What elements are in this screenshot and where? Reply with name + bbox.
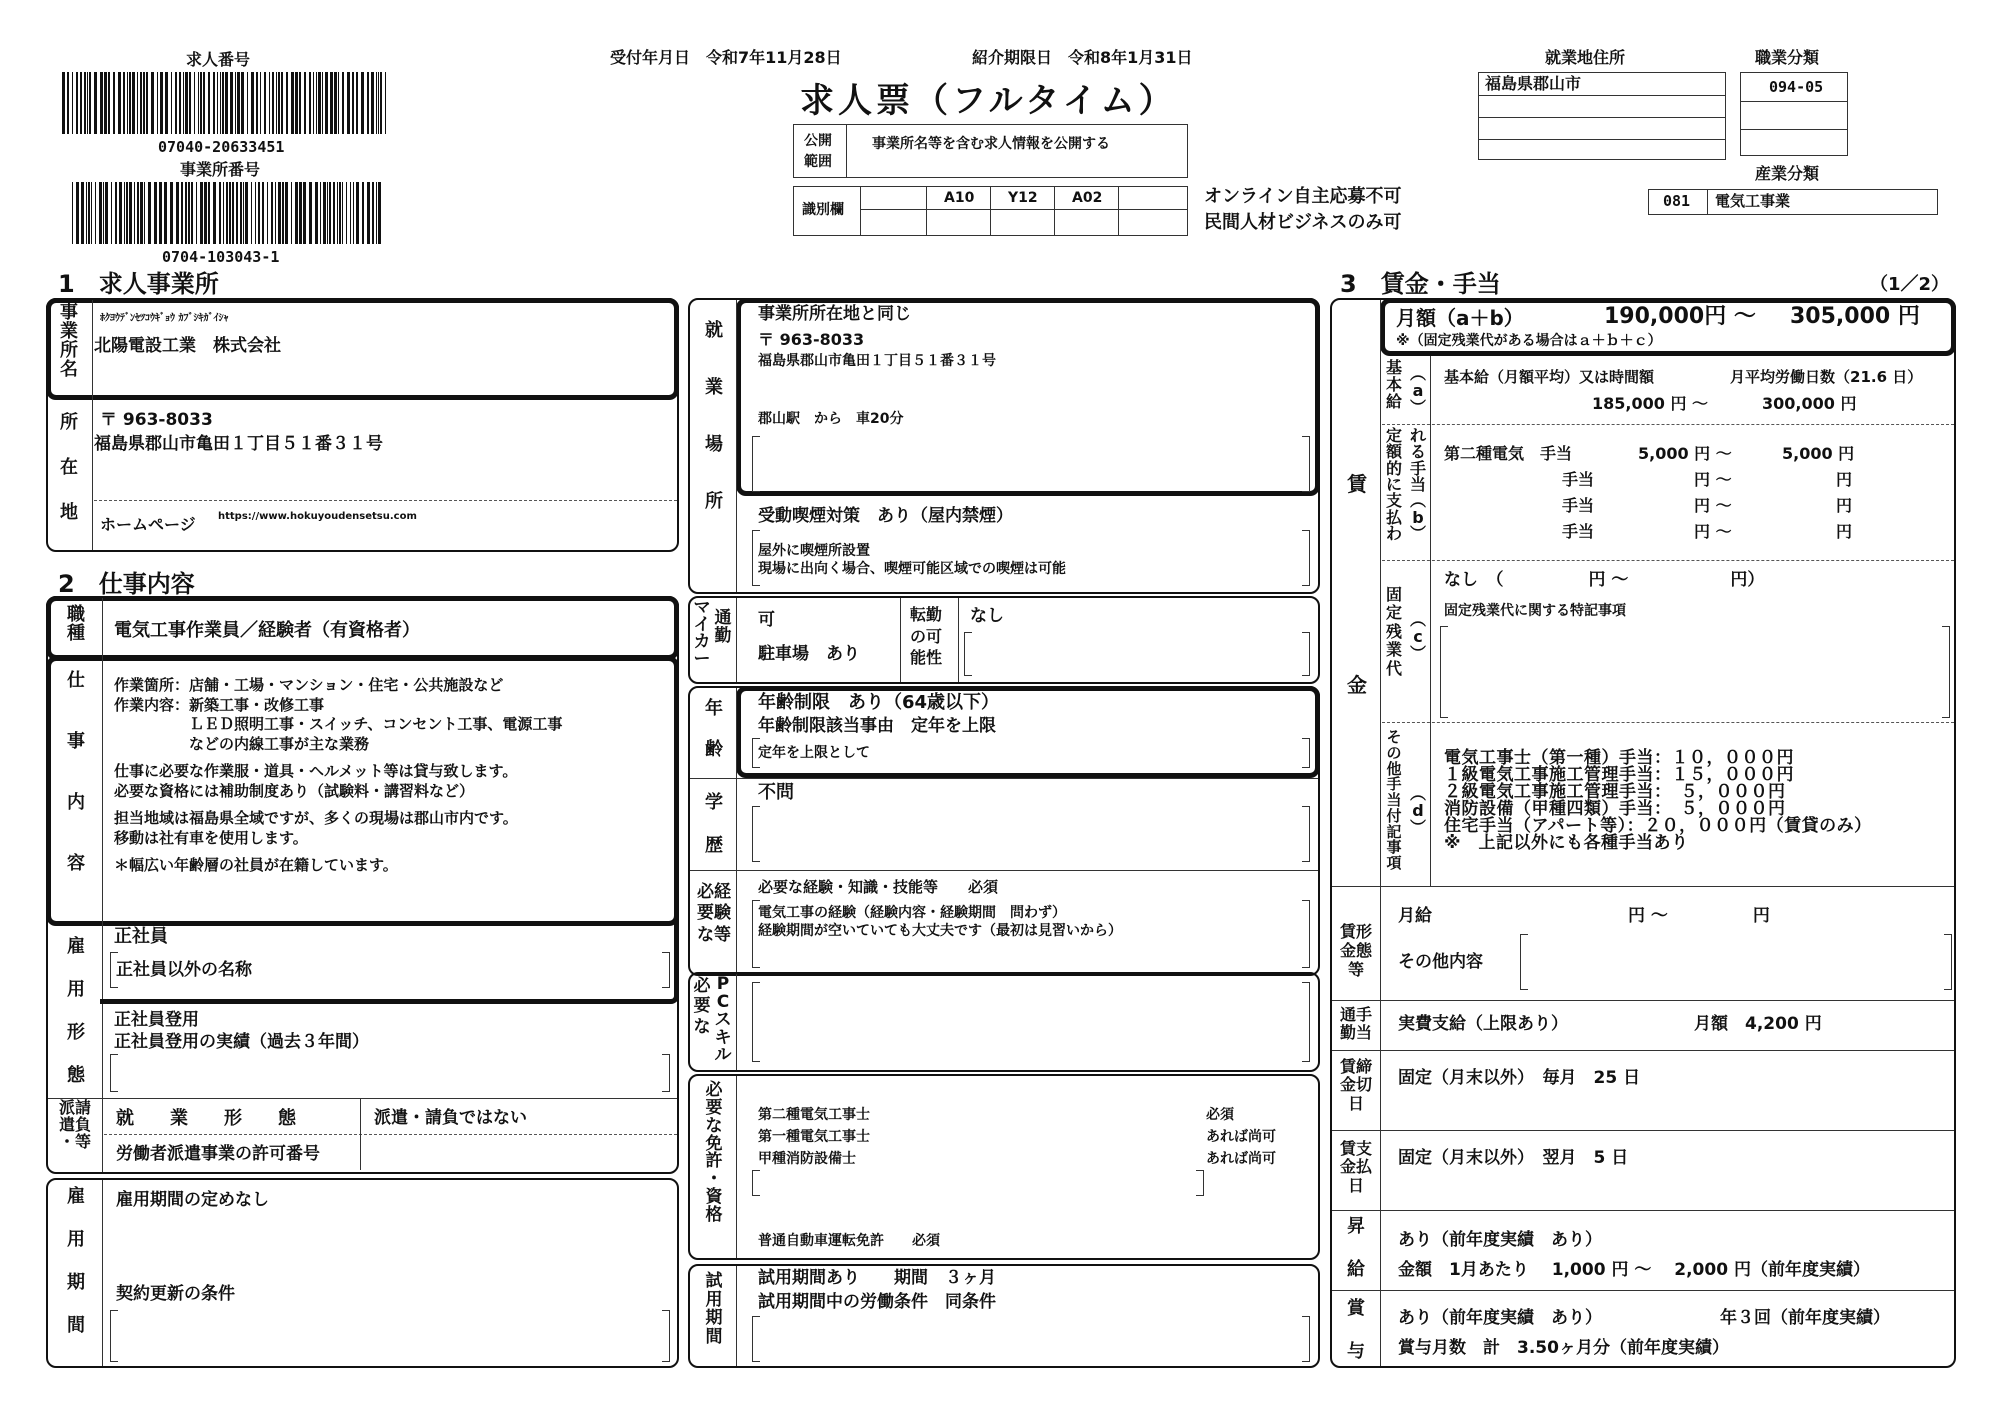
- job-content-line: 必要な資格には補助制度あり（試験料・講習料など）: [114, 781, 475, 800]
- work-address-label: 就業地住所: [1545, 48, 1626, 67]
- commute-amount: 月額 4,200 円: [1694, 1014, 1822, 1034]
- industry-label: 産業分類: [1755, 164, 1820, 183]
- trial-label: 試 用 期 間: [705, 1271, 723, 1348]
- job-class-box: [1740, 72, 1848, 156]
- work-days: 月平均労働日数（21.6 日）: [1730, 368, 1923, 386]
- employment-label: 雇 用 形 態: [67, 936, 85, 1086]
- homepage-url[interactable]: https://www.hokuyoudensetsu.com: [218, 511, 417, 522]
- allowance-name: 第二種電気 手当: [1444, 444, 1573, 463]
- wage-payday: 固定（月末以外） 翌月 5 日: [1398, 1148, 1629, 1168]
- commute-allowance: 実費支給（上限あり）: [1398, 1014, 1568, 1034]
- raise-label: 昇 給: [1347, 1216, 1365, 1280]
- allowance-min: 円 〜: [1694, 470, 1732, 489]
- regular-promotion-record: 正社員登用の実績（過去３年間）: [114, 1032, 369, 1052]
- employer-address: 福島県郡山市亀田１丁目５１番３１号: [94, 434, 383, 454]
- job-content-text: [114, 676, 562, 876]
- age-note: 定年を上限として: [758, 745, 870, 761]
- job-class-label: 職業分類: [1755, 48, 1820, 67]
- workplace-address: 福島県郡山市亀田１丁目５１番３１号: [758, 353, 996, 369]
- employer-kana: ﾎｸﾖｳﾃﾞﾝｾﾂｺｳｷﾞｮｳ ｶﾌﾞｼｷｶﾞｲｼｬ: [100, 313, 229, 324]
- disclosure-value: 事業所名等を含む求人情報を公開する: [872, 136, 1110, 152]
- id-code: A10: [944, 190, 975, 206]
- id-box: [793, 186, 1188, 236]
- allowance-min: 円 〜: [1694, 522, 1732, 541]
- bonus-months: 賞与月数 計 3.50ヶ月分（前年度実績）: [1398, 1338, 1729, 1358]
- license-name: 甲種消防設備士: [758, 1151, 856, 1167]
- job-content-line: 担当地域は福島県全域ですが、多くの現場は郡山市内です。: [114, 809, 518, 827]
- id-code: A02: [1072, 190, 1103, 206]
- allowance-max: 円: [1836, 496, 1853, 515]
- job-content-line: 作業内容：新築工事・改修工事: [114, 695, 325, 714]
- pc-label-2: P C ス キ ル: [714, 974, 732, 1066]
- car-box: [688, 596, 1320, 684]
- address-label: 所 在 地: [60, 412, 78, 523]
- job-content-line: 仕事に必要な作業服・道具・ヘルメット等は貸与致します。: [114, 762, 518, 780]
- industry-box: [1648, 189, 1938, 215]
- monthly-note: ※（固定残業代がある場合はａ＋ｂ＋ｃ）: [1396, 333, 1662, 349]
- allowance-name: 手当: [1562, 470, 1595, 489]
- employer-name-label: 事 業 所 名: [60, 302, 78, 380]
- page-number: （1／2）: [1870, 274, 1950, 295]
- industry-code: 081: [1663, 192, 1691, 210]
- wage-form-monthly: 月給: [1398, 906, 1432, 926]
- other-allowance-label-2: ︵ d ︶: [1409, 784, 1426, 837]
- fixed-allowance-label: 定 額 的 に 支 払 わ: [1385, 426, 1402, 543]
- base-pay-min: 185,000 円 〜: [1592, 394, 1709, 413]
- raise: あり（前年度実績 あり）: [1398, 1230, 1602, 1250]
- smoking-note1: 屋外に喫煙所設置: [758, 543, 870, 559]
- reception-date: 受付年月日 令和7年11月28日: [610, 48, 842, 67]
- raise-amount: 金額 1月あたり 1,000 円 〜 2,000 円（前年度実績）: [1398, 1260, 1870, 1280]
- job-number-barcode: [62, 72, 392, 134]
- other-allowance-text: [1444, 750, 1872, 852]
- age-reason: 年齢制限該当事由 定年を上限: [758, 716, 996, 736]
- work-address-box: [1478, 72, 1726, 160]
- transfer: なし: [970, 606, 1004, 626]
- other-allowance-label: そ の 他 手 当 付 記 事 項: [1386, 728, 1402, 872]
- trial-period: 試用期間あり 期間 ３ヶ月: [758, 1268, 996, 1288]
- license-name: 第一種電気工事士: [758, 1129, 870, 1145]
- dispatch-permit-label: 労働者派遣事業の許可番号: [116, 1144, 320, 1164]
- bonus-times: 年３回（前年度実績）: [1720, 1308, 1890, 1328]
- overtime-label: 固 定 残 業 代: [1385, 585, 1402, 678]
- experience-label: 必経 要験 な等: [697, 882, 731, 945]
- work-form-label: 就 業 形 態: [116, 1108, 296, 1129]
- employment-type: 正社員: [114, 926, 168, 947]
- smoking-policy: 受動喫煙対策 あり（屋内禁煙）: [758, 506, 1013, 526]
- job-content-line: ＬＥＤ照明工事・スイッチ、コンセント工事、電源工事: [114, 715, 563, 733]
- fixed-overtime: なし （ 円 〜 円）: [1444, 570, 1765, 590]
- job-class: 094-05: [1769, 78, 1824, 96]
- car-commute: 可: [758, 610, 775, 630]
- pc-label: 必 要 な: [693, 976, 711, 1037]
- job-content-line: [114, 754, 562, 762]
- job-content-line: [114, 848, 562, 856]
- homepage-label: ホームページ: [100, 515, 196, 534]
- referral-deadline: 紹介期限日 令和8年1月31日: [972, 48, 1193, 67]
- work-form: 派遣・請負ではない: [374, 1108, 527, 1128]
- overtime-label-2: ︵ c ︶: [1409, 610, 1426, 663]
- job-content-line: などの内線工事が主な業務: [114, 734, 370, 753]
- wage-cutoff: 固定（月末以外） 毎月 25 日: [1398, 1068, 1641, 1088]
- education: 不問: [758, 782, 794, 803]
- base-pay-label-2: ︵ a ︶: [1409, 364, 1426, 417]
- office-number-barcode: [72, 182, 382, 244]
- age-limit: 年齢制限 あり（64歳以下）: [758, 692, 1000, 713]
- work-address: 福島県郡山市: [1485, 74, 1582, 93]
- wage-form-range: 円 〜 円: [1628, 906, 1770, 926]
- education-label: 学 歴: [705, 792, 723, 856]
- workplace-access: 郡山駅 から 車20分: [758, 411, 904, 427]
- experience-1: 電気工事の経験（経験内容・経験期間 問わず）: [758, 905, 1066, 921]
- private-note: 民間人材ビジネスのみ可: [1204, 212, 1402, 233]
- commute-label: 通手 勤当: [1339, 1005, 1372, 1043]
- allowance-max: 円: [1836, 470, 1853, 489]
- workplace-postal: 〒 963-8033: [758, 330, 865, 349]
- license-req: あれば尚可: [1206, 1129, 1276, 1145]
- license-req: あれば尚可: [1206, 1151, 1276, 1167]
- industry-name: 電気工事業: [1715, 192, 1791, 210]
- allowance-max: 円: [1836, 522, 1853, 541]
- experience-head: 必要な経験・知識・技能等 必須: [758, 878, 999, 896]
- job-content-line: 作業箇所：店舗・工場・マンション・住宅・公共施設など: [114, 676, 504, 694]
- car-label-2: 通 勤: [714, 608, 732, 646]
- other-allowance-line: 住宅手当（アパート等）：２０，０００円（賃貸のみ）: [1444, 816, 1872, 836]
- period-label: 雇 用 期 間: [67, 1186, 85, 1336]
- age-label: 年 齢: [705, 698, 723, 760]
- license-req: 必須: [1206, 1107, 1234, 1123]
- monthly-min: 190,000円 〜: [1604, 304, 1756, 329]
- other-allowance-line: １級電気工事施工管理手当：１５，０００円: [1444, 765, 1794, 785]
- workplace-label: 就 業 場 所: [705, 320, 723, 512]
- disclosure-label: 公開範囲: [804, 133, 832, 170]
- allowance-min: 5,000 円 〜: [1638, 444, 1732, 463]
- license-name: 第二種電気工事士: [758, 1107, 870, 1123]
- disclosure-box: [793, 124, 1188, 178]
- cutoff-label: 賃締 金切 日: [1339, 1057, 1372, 1113]
- smoking-note2: 現場に出向く場合、喫煙可能区域での喫煙は可能: [758, 561, 1066, 577]
- base-pay-label: 基 本 給: [1385, 358, 1402, 411]
- postal-code: 〒 963-8033: [100, 410, 213, 430]
- monthly-max: 305,000 円: [1790, 304, 1920, 329]
- occupation-label: 職 種: [67, 604, 85, 644]
- job-number: 07040-20633451: [158, 138, 285, 156]
- other-name-label: 正社員以外の名称: [116, 960, 252, 980]
- wage-form-label: 賃形 金態 等: [1339, 922, 1372, 980]
- workplace-same: 事業所所在地と同じ: [758, 304, 911, 324]
- office-number: 0704-103043-1: [162, 248, 280, 266]
- allowance-name: 手当: [1562, 522, 1595, 541]
- section2-title: 2 仕事内容: [58, 570, 195, 598]
- overtime-note-label: 固定残業代に関する特記事項: [1444, 603, 1626, 619]
- driver-license: 普通自動車運転免許 必須: [758, 1233, 940, 1249]
- base-pay-head: 基本給（月額平均）又は時間額: [1444, 368, 1655, 386]
- allowance-name: 手当: [1562, 496, 1595, 515]
- section1-title: 1 求人事業所: [58, 270, 219, 298]
- other-allowance-line: 電気工事士（第一種）手当：１０，０００円: [1444, 748, 1794, 768]
- employment-period: 雇用期間の定めなし: [116, 1190, 269, 1210]
- other-allowance-line: ２級電気工事施工管理手当： ５，０００円: [1444, 782, 1786, 802]
- other-allowance-line: ※ 上記以外にも各種手当あり: [1444, 833, 1689, 853]
- trial-conditions: 試用期間中の労働条件 同条件: [758, 1292, 996, 1312]
- id-label: 識別欄: [802, 202, 844, 218]
- office-number-label: 事業所番号: [180, 160, 261, 179]
- parking: 駐車場 あり: [758, 644, 860, 664]
- occupation: 電気工事作業員／経験者（有資格者）: [114, 620, 420, 641]
- payday-label: 賃支 金払 日: [1339, 1139, 1372, 1195]
- dispatch-label: 派請 遣負 ・等: [58, 1098, 91, 1151]
- renewal-conditions: 契約更新の条件: [116, 1284, 235, 1304]
- workplace-highlight: [736, 298, 1320, 496]
- content-label: 仕 事 内 容: [67, 670, 85, 874]
- experience-2: 経験期間が空いていても大丈夫です（最初は見習いから）: [758, 923, 1122, 939]
- section3-title: 3 賃金・手当: [1340, 270, 1501, 298]
- allowance-min: 円 〜: [1694, 496, 1732, 515]
- page-title: 求人票（フルタイム）: [800, 81, 1177, 121]
- pc-box: [688, 972, 1320, 1072]
- job-content-line: [114, 801, 562, 809]
- online-note: オンライン自主応募不可: [1204, 186, 1402, 207]
- base-pay-max: 300,000 円: [1762, 394, 1857, 413]
- job-content-line: 移動は社有車を使用します。: [114, 828, 308, 847]
- fixed-allowance-label-2: れ る 手 当 ︵ b ︶: [1409, 426, 1426, 543]
- job-content-line: ＊幅広い年齢層の社員が在籍しています。: [114, 856, 398, 874]
- other-allowance-line: 消防設備（甲種四類）手当： ５，０００円: [1444, 799, 1786, 819]
- transfer-label: 転勤の可能性: [910, 605, 943, 668]
- monthly-label: 月額（a＋b）: [1396, 306, 1524, 330]
- bonus-label: 賞 与: [1347, 1298, 1365, 1362]
- job-number-label: 求人番号: [186, 50, 251, 69]
- license-label: 必 要 な 免 許 ・ 資 格: [705, 1080, 723, 1225]
- id-code: Y12: [1008, 190, 1038, 206]
- wage-label: 賃 金: [1347, 472, 1367, 697]
- wage-form-other: その他内容: [1398, 952, 1483, 972]
- allowance-max: 5,000 円: [1782, 444, 1855, 463]
- employer-name: 北陽電設工業 株式会社: [94, 336, 281, 356]
- car-label: マ イ カ ー: [693, 598, 711, 669]
- bonus: あり（前年度実績 あり）: [1398, 1308, 1602, 1328]
- regular-promotion: 正社員登用: [114, 1010, 199, 1030]
